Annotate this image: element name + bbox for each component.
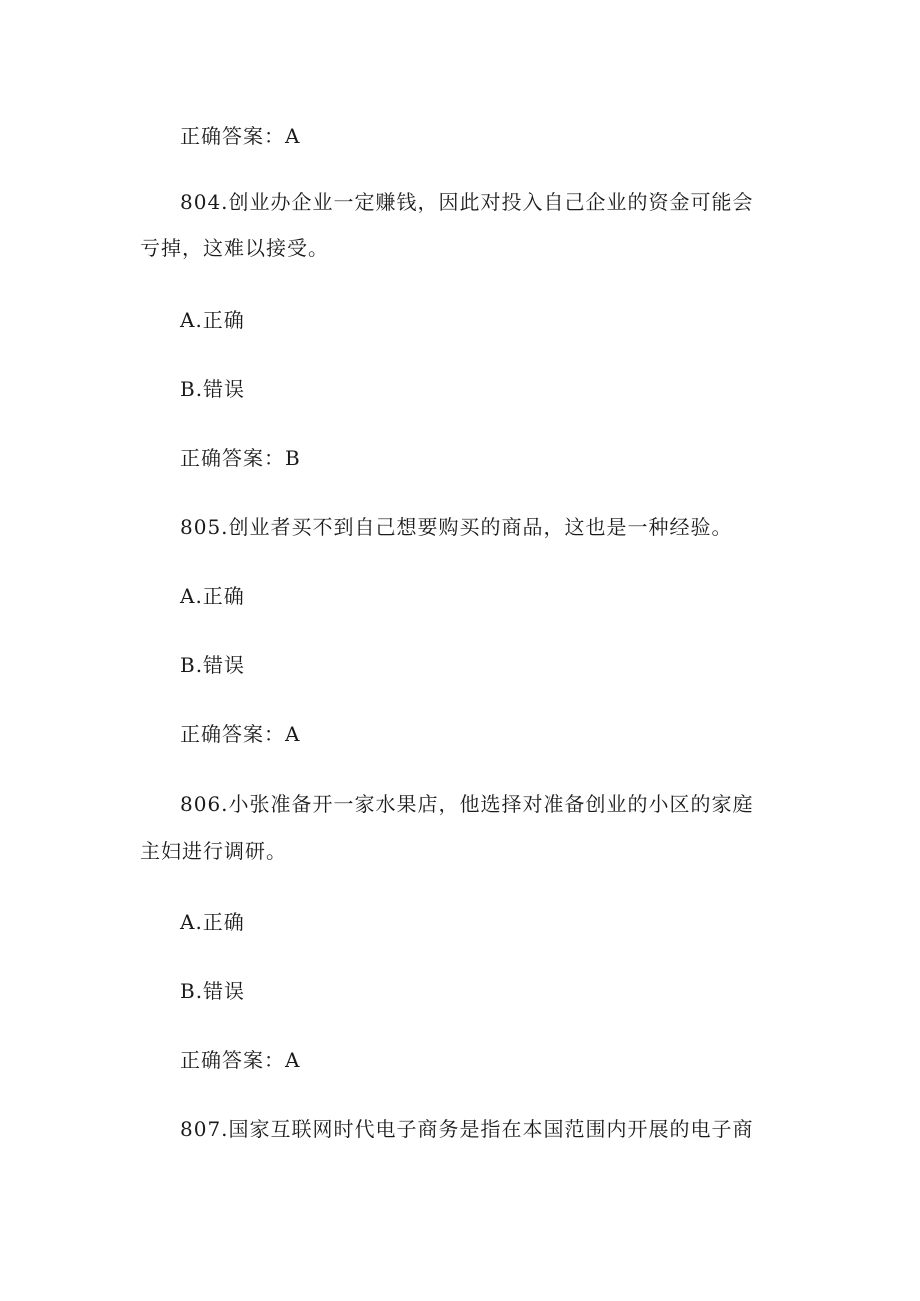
question-text: 创业者买不到自己想要购买的商品，这也是一种经验。	[228, 515, 733, 539]
question-804-line-1	[180, 190, 754, 214]
question-805-line-1	[180, 515, 733, 539]
answer-line: 正确答案：B	[180, 446, 301, 470]
option-b: B.错误	[180, 653, 246, 677]
answer-line: 正确答案：A	[180, 1048, 301, 1072]
answer-line: 正确答案：A	[180, 722, 301, 746]
option-a: A.正确	[180, 910, 245, 934]
option-b: B.错误	[180, 377, 246, 401]
question-807-line-1	[180, 1117, 754, 1141]
question-text: 小张准备开一家水果店，他选择对准备创业的小区的家庭	[228, 792, 754, 816]
option-a: A.正确	[180, 584, 245, 608]
question-number: 805.	[180, 515, 229, 539]
question-text: 国家互联网时代电子商务是指在本国范围内开展的电子商	[228, 1117, 754, 1141]
answer-line: 正确答案：A	[180, 124, 301, 148]
question-number: 804.	[180, 190, 229, 214]
option-b: B.错误	[180, 979, 246, 1003]
question-806-line-2: 主妇进行调研。	[140, 839, 287, 863]
question-804-line-2: 亏掉，这难以接受。	[140, 236, 329, 260]
option-a: A.正确	[180, 308, 245, 332]
question-text: 创业办企业一定赚钱，因此对投入自己企业的资金可能会	[228, 190, 754, 214]
question-806-line-1	[180, 792, 754, 816]
question-number: 807.	[180, 1117, 229, 1141]
question-number: 806.	[180, 792, 229, 816]
